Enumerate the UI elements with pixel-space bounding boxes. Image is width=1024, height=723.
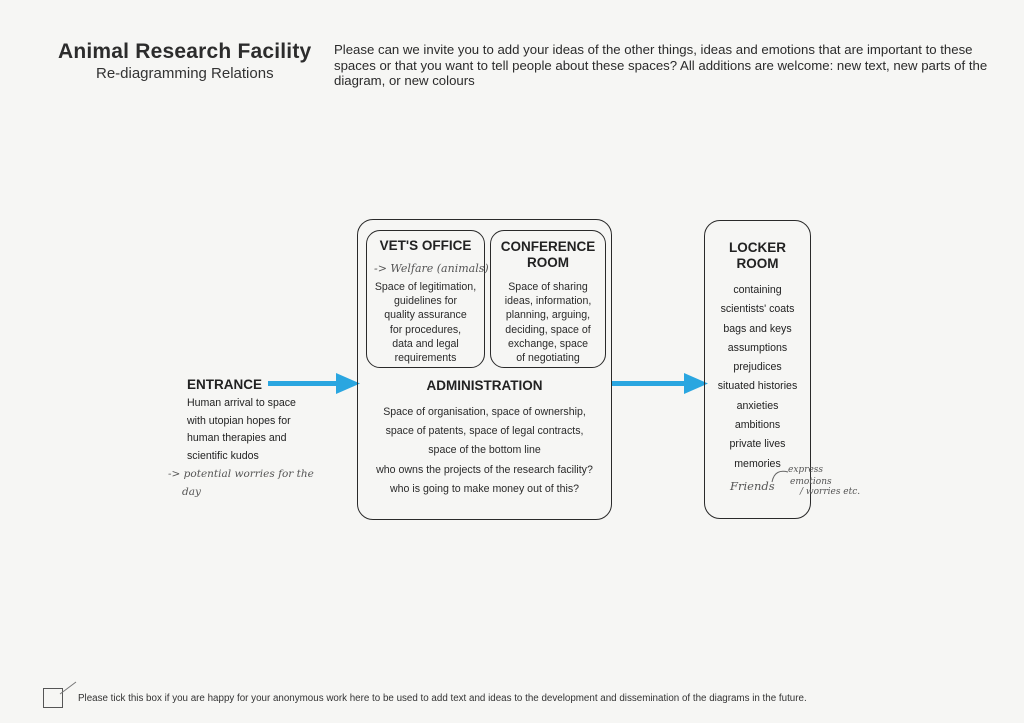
locker-room-item: private lives [729, 438, 786, 451]
entrance-line: scientific kudos [187, 449, 259, 462]
consent-text: Please tick this box if you are happy for your anonymous work here to be used to add text and ideas to the development and dissemination of the diagrams in the future. [78, 693, 807, 704]
administration-line: Space of organisation, space of ownership, [383, 406, 586, 418]
locker-room-handwritten-note: express [788, 465, 824, 475]
locker-room-item: anxieties [736, 399, 779, 412]
arrow-admin-to-locker-room [612, 373, 708, 395]
conference-room-line: exchange, space [507, 337, 589, 350]
conference-room-line: deciding, space of [505, 323, 591, 336]
handwritten-curl-arrow-icon [770, 468, 790, 484]
locker-room-item: scientists' coats [720, 303, 795, 316]
entrance-line: human therapies and [187, 432, 287, 444]
locker-room-handwritten-note: / worries etc. [800, 487, 861, 497]
arrow-shaft [612, 381, 688, 386]
vets-office-line: Space of legitimation, [374, 281, 477, 293]
locker-room-item: prejudices [733, 361, 782, 374]
locker-room-item: ambitions [734, 419, 781, 432]
locker-room-heading-line: ROOM [736, 256, 779, 271]
entrance-line: Human arrival to space [187, 397, 296, 409]
checkbox-tick-mark-icon [58, 680, 78, 696]
conference-room-line: Space of sharing [508, 281, 588, 293]
administration-heading: ADMINISTRATION [426, 378, 543, 393]
conference-room-heading [490, 239, 606, 271]
locker-room-handwritten-note: emotions [790, 477, 832, 487]
entrance-handwritten-note: day [182, 486, 201, 498]
locker-room-item: bags and keys [723, 322, 792, 335]
vets-office-line: for procedures, [389, 323, 462, 336]
entrance-line: with utopian hopes for [187, 414, 291, 427]
vets-office-heading: VET'S OFFICE [379, 238, 472, 253]
locker-room-item: assumptions [727, 341, 788, 354]
arrow-entrance-to-admin [268, 373, 360, 395]
instructions-text: Please can we invite you to add your ideas of the other things, ideas and emotions that are important to these spaces or that you want to tell people about these spaces? All additions are welcome: new text, new parts of the diagram, or new colours [334, 42, 988, 88]
locker-room-item: situated histories [717, 380, 798, 393]
administration-line: who owns the projects of the research facility? [376, 463, 593, 476]
arrow-shaft [268, 381, 340, 386]
page-subtitle: Re-diagramming Relations [96, 65, 274, 82]
entrance-handwritten-note: -> potential worries for the [168, 468, 314, 480]
vets-office-line: data and legal [392, 337, 459, 350]
conference-room-line: ideas, information, [504, 295, 592, 308]
vets-office-description [366, 280, 485, 365]
locker-room-items [704, 281, 811, 474]
vets-office-handwritten-note: -> Welfare (animals) [374, 262, 489, 275]
locker-room-handwritten-note: Friends [730, 479, 775, 493]
conference-room-heading-line: ROOM [527, 255, 569, 270]
entrance-heading: ENTRANCE [187, 377, 263, 392]
administration-line: space of patents, space of legal contracts, [385, 425, 584, 438]
conference-room-description [490, 280, 606, 365]
page-title: Animal Research Facility [58, 40, 312, 63]
entrance-description [187, 395, 317, 465]
locker-room-item: containing [733, 284, 782, 296]
locker-room-heading-line: LOCKER [729, 240, 786, 255]
locker-room-heading [704, 240, 811, 272]
vets-office-line: quality assurance [384, 309, 467, 322]
administration-description [357, 403, 612, 499]
conference-room-line: of negotiating [516, 352, 580, 365]
locker-room-item: memories [734, 457, 781, 470]
administration-line: space of the bottom line [428, 444, 541, 457]
vets-office-line: guidelines for [393, 295, 457, 308]
conference-room-heading-line: CONFERENCE [500, 239, 596, 254]
administration-line: who is going to make money out of this? [389, 482, 580, 495]
vets-office-line: requirements [394, 352, 457, 365]
conference-room-line: planning, arguing, [505, 309, 591, 322]
